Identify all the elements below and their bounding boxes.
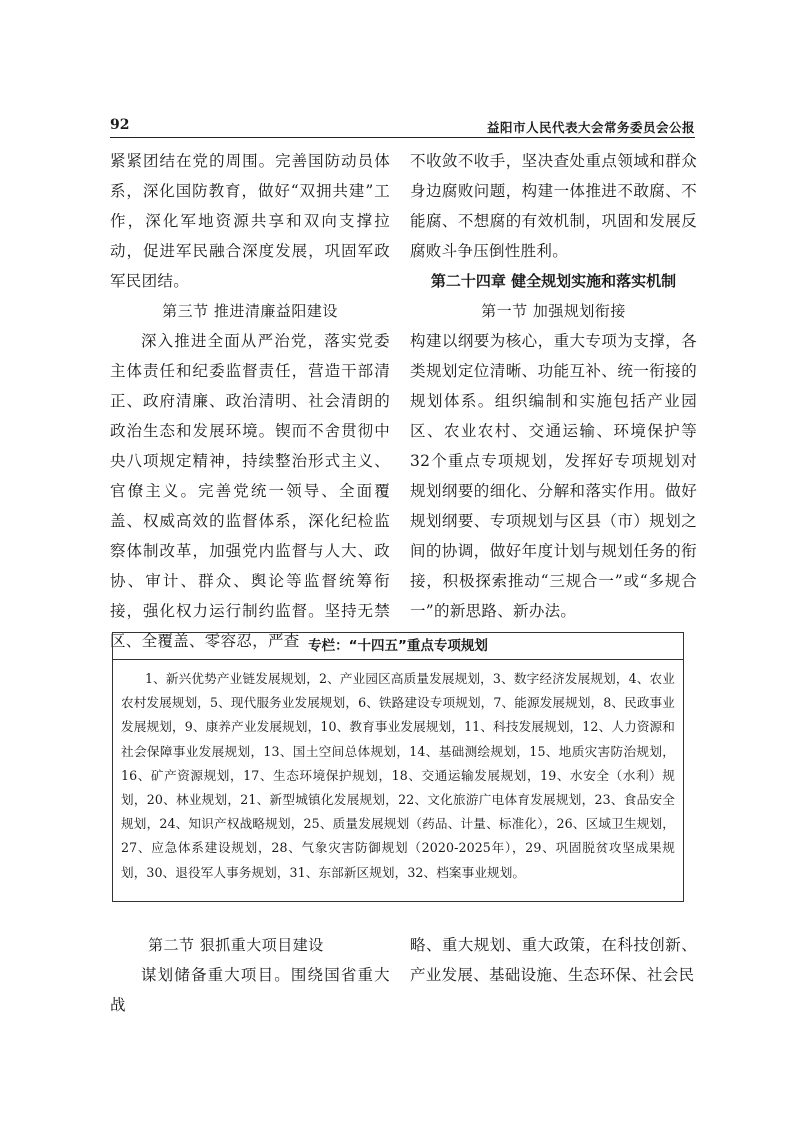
right-paragraph-2: 构建以纲要为核心，重大专项为支撑，各类规划定位清晰、功能互补、统一衔接的规划体系。组织编制和实施包括产业园区、农业农村、交通运输、环境保护等32个重点专项规划，发挥好专项规划对规划纲要的细化、分解和落实作用。做好规划纲要、专项规划与区县（市）规划之间的协调，做好年度计划与规划任务的衔接，积极探索推动“三规合一”或“多规合一”的新思路、新办法。 [410,332,697,620]
page-header [110,117,695,138]
section-3-title: 第三节 推进清廉益阳建设 [162,302,338,320]
left-paragraph-1: 紧紧团结在党的周围。完善国防动员体系，深化国防教育，做好“双拥共建”工作，深化军地资源共享和双向支撑拉动，促进军民融合深度发展，巩固军政军民团结。 [110,152,390,290]
bottom-left-column [110,930,390,1020]
chapter-24-title: 第二十四章 健全规划实施和落实机制 [430,272,677,290]
right-column [410,146,697,626]
section-2-title: 第二节 狠抓重大项目建设 [148,936,324,954]
journal-title: 益阳市人民代表大会常务委员会公报 [486,120,695,135]
section-1-title: 第一节 加强规划衔接 [481,302,626,320]
bottom-right-paragraph: 略、重大规划、重大政策，在科技创新、产业发展、基础设施、生态环保、社会民 [410,936,697,984]
page-number: 92 [110,117,130,133]
bottom-right-column [410,930,697,990]
right-paragraph-1: 不收敛不收手，坚决查处重点领域和群众身边腐败问题，构建一体推进不敢腐、不能腐、不想腐的有效机制，巩固和发展反腐败斗争压倒性胜利。 [410,152,697,260]
special-column-box [112,632,684,902]
bottom-left-paragraph: 谋划储备重大项目。围绕国省重大战 [110,966,390,1014]
box-title: 专栏：“十四五”重点专项规划 [113,633,683,660]
box-content: 1、新兴优势产业链发展规划，2、产业园区高质量发展规划，3、数字经济发展规划，4、农业农村发展规划，5、现代服务业发展规划，6、铁路建设专项规划，7、能源发展规划，8、民政事业发展规划，9、康养产业发展规划，10、教育事业发展规划，11、科技发展规划，12、人力资源和社会保障事业发展规划，13、国土空间总体规划，14、基础测绘规划，15、地质灾害防治规划，16、矿产资源规划，17、生态环境保护规划，18、交通运输发展规划，19、水安全（水利）规划，20、林业规划，21、新型城镇化发展规划，22、文化旅游广电体育发展规划，23、食品安全规划，24、知识产权战略规划，25、质量发展规划（药品、计量、标准化），26、区域卫生规划，27、应急体系建设规划，28、气象灾害防御规划（2020-2025年），29、巩固脱贫攻坚成果规划，30、退役军人事务规划，31、东部新区规划，32、档案事业规划。 [121,671,675,880]
left-column [110,146,390,656]
left-paragraph-2: 深入推进全面从严治党，落实党委主体责任和纪委监督责任，营造干部清正、政府清廉、政治清明、社会清朗的政治生态和发展环境。锲而不舍贯彻中央八项规定精神，持续整治形式主义、官僚主义。完善党统一领导、全面覆盖、权威高效的监督体系，深化纪检监察体制改革，加强党内监督与人大、政协、审计、群众、舆论等监督统筹衔接，强化权力运行制约监督。坚持无禁区、全覆盖、零容忍，严查 [110,332,390,650]
